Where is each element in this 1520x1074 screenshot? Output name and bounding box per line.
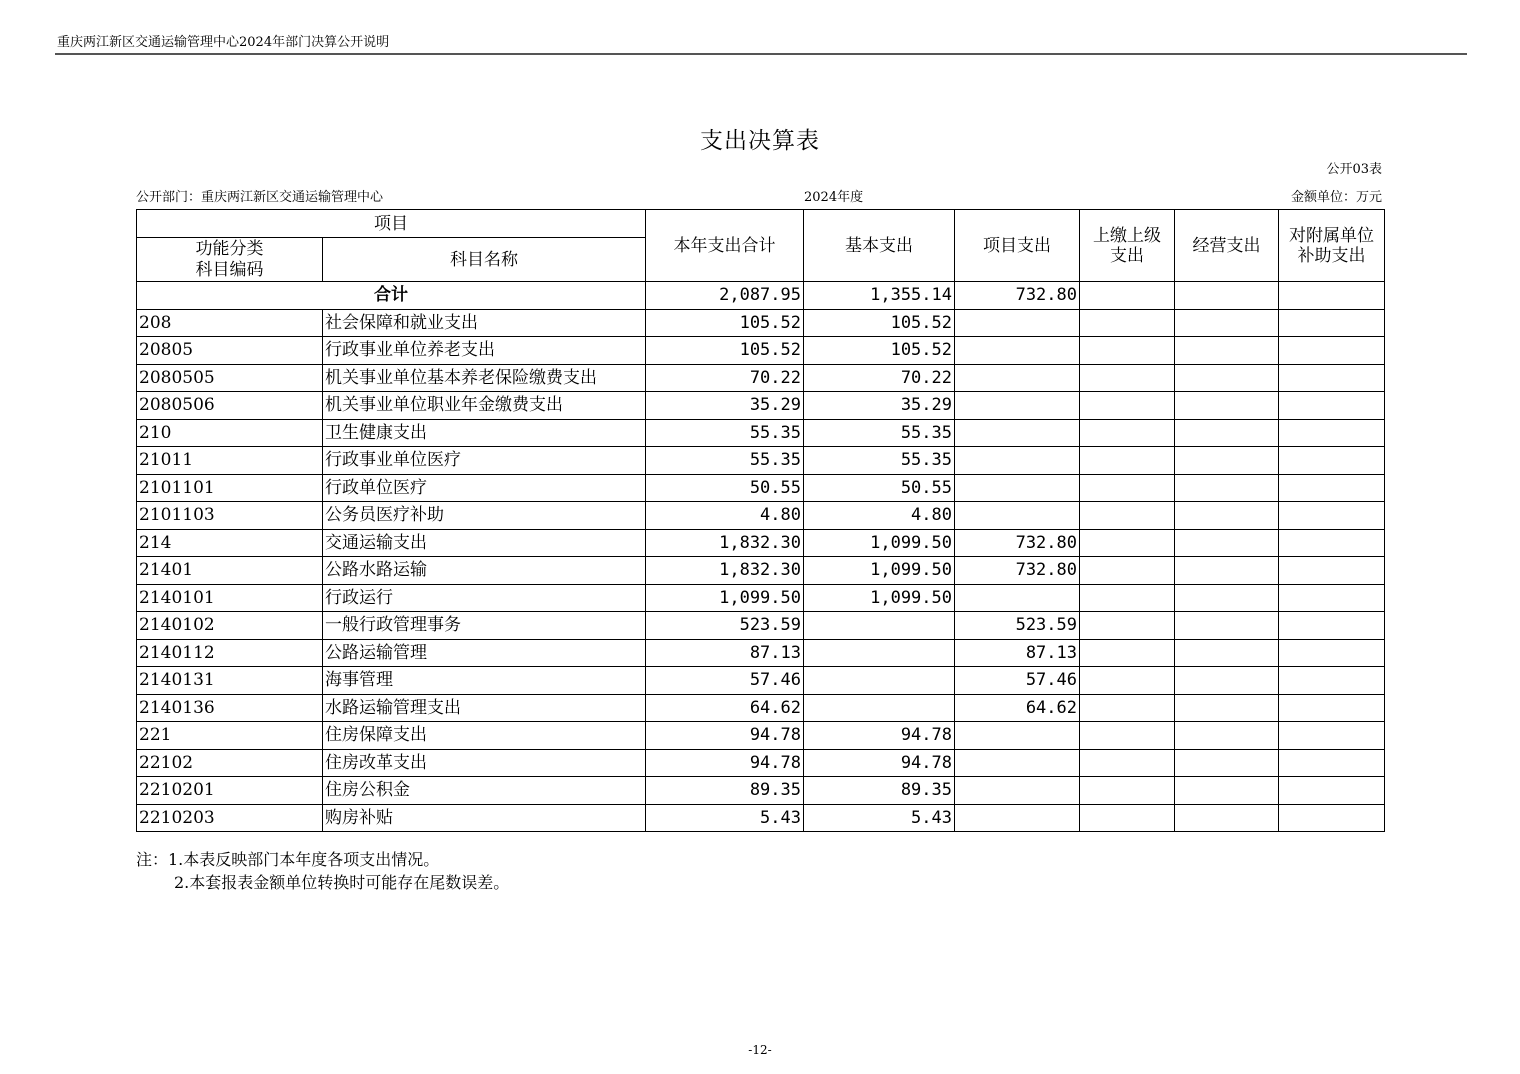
total-upper	[1080, 282, 1175, 310]
table-row	[137, 557, 1385, 585]
subsidy-cell	[1279, 639, 1385, 667]
subsidy-cell	[1279, 419, 1385, 447]
upper-cell	[1080, 364, 1175, 392]
code-cell: 208	[137, 309, 323, 337]
department-label: 公开部门：重庆两江新区交通运输管理中心	[136, 190, 384, 205]
name-cell: 海事管理	[323, 667, 646, 695]
business-cell	[1175, 804, 1279, 832]
total-cell: 94.78	[646, 722, 804, 750]
table-row	[137, 722, 1385, 750]
code-cell: 22102	[137, 749, 323, 777]
business-cell	[1175, 447, 1279, 475]
total-cell: 4.80	[646, 502, 804, 530]
name-cell: 一般行政管理事务	[323, 612, 646, 640]
project-cell: 57.46	[955, 667, 1080, 695]
basic-cell	[804, 694, 955, 722]
currency-unit-label: 金额单位：万元	[1290, 190, 1382, 205]
total-cell: 64.62	[646, 694, 804, 722]
code-cell: 2080506	[137, 392, 323, 420]
project-cell	[955, 419, 1080, 447]
project-cell: 64.62	[955, 694, 1080, 722]
header-business: 经营支出	[1175, 210, 1279, 282]
total-cell: 89.35	[646, 777, 804, 805]
code-cell: 21401	[137, 557, 323, 585]
upper-cell	[1080, 722, 1175, 750]
total-row	[137, 282, 1385, 310]
total-cell: 1,099.50	[646, 584, 804, 612]
name-cell: 卫生健康支出	[323, 419, 646, 447]
business-cell	[1175, 309, 1279, 337]
subsidy-cell	[1279, 584, 1385, 612]
name-cell: 行政运行	[323, 584, 646, 612]
business-cell	[1175, 392, 1279, 420]
subsidy-cell	[1279, 447, 1385, 475]
basic-cell: 1,099.50	[804, 529, 955, 557]
total-project: 732.80	[955, 282, 1080, 310]
project-cell	[955, 309, 1080, 337]
header-divider	[55, 53, 1467, 55]
code-cell: 2140131	[137, 667, 323, 695]
upper-cell	[1080, 694, 1175, 722]
form-code: 公开03表	[1326, 162, 1382, 177]
code-cell: 2140136	[137, 694, 323, 722]
name-cell: 公路运输管理	[323, 639, 646, 667]
table-row	[137, 392, 1385, 420]
name-cell: 水路运输管理支出	[323, 694, 646, 722]
name-cell: 住房改革支出	[323, 749, 646, 777]
upper-cell	[1080, 639, 1175, 667]
header-code: 功能分类 科目编码	[137, 238, 323, 282]
header-upper-remit: 上缴上级 支出	[1080, 210, 1175, 282]
subsidy-cell	[1279, 667, 1385, 695]
note-2: 2.本套报表金额单位转换时可能存在尾数误差。	[174, 873, 510, 892]
header-subsidy: 对附属单位 补助支出	[1279, 210, 1385, 282]
total-cell: 35.29	[646, 392, 804, 420]
project-cell	[955, 502, 1080, 530]
total-cell: 50.55	[646, 474, 804, 502]
basic-cell: 89.35	[804, 777, 955, 805]
project-cell	[955, 447, 1080, 475]
name-cell: 社会保障和就业支出	[323, 309, 646, 337]
upper-cell	[1080, 749, 1175, 777]
subsidy-cell	[1279, 612, 1385, 640]
project-cell	[955, 337, 1080, 365]
upper-cell	[1080, 419, 1175, 447]
header-name: 科目名称	[323, 238, 646, 282]
basic-cell: 35.29	[804, 392, 955, 420]
upper-cell	[1080, 309, 1175, 337]
header-project-expense: 项目支出	[955, 210, 1080, 282]
total-basic: 1,355.14	[804, 282, 955, 310]
upper-cell	[1080, 777, 1175, 805]
subsidy-cell	[1279, 474, 1385, 502]
header-project: 项目	[137, 210, 646, 238]
total-cell: 87.13	[646, 639, 804, 667]
basic-cell: 50.55	[804, 474, 955, 502]
business-cell	[1175, 749, 1279, 777]
table-row	[137, 584, 1385, 612]
code-cell: 2080505	[137, 364, 323, 392]
code-cell: 2140112	[137, 639, 323, 667]
project-cell	[955, 749, 1080, 777]
basic-cell: 70.22	[804, 364, 955, 392]
running-header: 重庆两江新区交通运输管理中心2024年部门决算公开说明	[57, 35, 390, 50]
note-1: 注：1.本表反映部门本年度各项支出情况。	[136, 850, 440, 869]
name-cell: 行政单位医疗	[323, 474, 646, 502]
code-cell: 221	[137, 722, 323, 750]
basic-cell: 1,099.50	[804, 584, 955, 612]
code-cell: 21011	[137, 447, 323, 475]
code-cell: 2140101	[137, 584, 323, 612]
table-notes	[136, 848, 509, 894]
total-cell: 523.59	[646, 612, 804, 640]
table-row	[137, 777, 1385, 805]
total-cell: 5.43	[646, 804, 804, 832]
name-cell: 机关事业单位职业年金缴费支出	[323, 392, 646, 420]
upper-cell	[1080, 557, 1175, 585]
subsidy-cell	[1279, 309, 1385, 337]
total-cell: 57.46	[646, 667, 804, 695]
table-row	[137, 749, 1385, 777]
expenditure-table	[136, 209, 1385, 832]
total-cell: 55.35	[646, 419, 804, 447]
table-row	[137, 447, 1385, 475]
name-cell: 行政事业单位医疗	[323, 447, 646, 475]
upper-cell	[1080, 804, 1175, 832]
upper-cell	[1080, 667, 1175, 695]
business-cell	[1175, 722, 1279, 750]
project-cell	[955, 474, 1080, 502]
header-basic: 基本支出	[804, 210, 955, 282]
total-label: 合计	[137, 282, 646, 310]
basic-cell: 105.52	[804, 337, 955, 365]
business-cell	[1175, 639, 1279, 667]
subsidy-cell	[1279, 392, 1385, 420]
total-cell: 70.22	[646, 364, 804, 392]
subsidy-cell	[1279, 694, 1385, 722]
name-cell: 交通运输支出	[323, 529, 646, 557]
total-business	[1175, 282, 1279, 310]
table-row	[137, 804, 1385, 832]
table-row	[137, 364, 1385, 392]
basic-cell	[804, 612, 955, 640]
code-cell: 2140102	[137, 612, 323, 640]
total-cell: 94.78	[646, 749, 804, 777]
basic-cell: 94.78	[804, 749, 955, 777]
project-cell	[955, 584, 1080, 612]
total-cell: 105.52	[646, 337, 804, 365]
page-title: 支出决算表	[700, 128, 820, 154]
project-cell: 732.80	[955, 557, 1080, 585]
code-cell: 214	[137, 529, 323, 557]
header-total: 本年支出合计	[646, 210, 804, 282]
business-cell	[1175, 694, 1279, 722]
total-cell: 105.52	[646, 309, 804, 337]
project-cell: 87.13	[955, 639, 1080, 667]
name-cell: 机关事业单位基本养老保险缴费支出	[323, 364, 646, 392]
project-cell	[955, 392, 1080, 420]
table-row	[137, 639, 1385, 667]
upper-cell	[1080, 392, 1175, 420]
basic-cell: 1,099.50	[804, 557, 955, 585]
table-row	[137, 612, 1385, 640]
name-cell: 购房补贴	[323, 804, 646, 832]
name-cell: 公务员医疗补助	[323, 502, 646, 530]
upper-cell	[1080, 529, 1175, 557]
business-cell	[1175, 474, 1279, 502]
table-row	[137, 337, 1385, 365]
business-cell	[1175, 364, 1279, 392]
basic-cell: 94.78	[804, 722, 955, 750]
basic-cell: 105.52	[804, 309, 955, 337]
code-cell: 20805	[137, 337, 323, 365]
table-row	[137, 694, 1385, 722]
subsidy-cell	[1279, 364, 1385, 392]
table-meta	[136, 186, 1384, 206]
table-row	[137, 502, 1385, 530]
business-cell	[1175, 419, 1279, 447]
project-cell	[955, 804, 1080, 832]
total-cell: 1,832.30	[646, 557, 804, 585]
business-cell	[1175, 777, 1279, 805]
subsidy-cell	[1279, 777, 1385, 805]
basic-cell	[804, 667, 955, 695]
total-cell: 1,832.30	[646, 529, 804, 557]
name-cell: 住房公积金	[323, 777, 646, 805]
table-row	[137, 419, 1385, 447]
subsidy-cell	[1279, 337, 1385, 365]
upper-cell	[1080, 612, 1175, 640]
table-row	[137, 667, 1385, 695]
project-cell: 523.59	[955, 612, 1080, 640]
name-cell: 行政事业单位养老支出	[323, 337, 646, 365]
project-cell	[955, 777, 1080, 805]
code-cell: 2101101	[137, 474, 323, 502]
table-row	[137, 309, 1385, 337]
upper-cell	[1080, 447, 1175, 475]
page-number: -12-	[748, 1043, 772, 1057]
name-cell: 住房保障支出	[323, 722, 646, 750]
project-cell	[955, 722, 1080, 750]
subsidy-cell	[1279, 529, 1385, 557]
basic-cell: 5.43	[804, 804, 955, 832]
subsidy-cell	[1279, 502, 1385, 530]
total-subsidy	[1279, 282, 1385, 310]
upper-cell	[1080, 337, 1175, 365]
subsidy-cell	[1279, 749, 1385, 777]
upper-cell	[1080, 584, 1175, 612]
total-cell: 55.35	[646, 447, 804, 475]
subsidy-cell	[1279, 804, 1385, 832]
name-cell: 公路水路运输	[323, 557, 646, 585]
business-cell	[1175, 337, 1279, 365]
total-amount: 2,087.95	[646, 282, 804, 310]
business-cell	[1175, 529, 1279, 557]
business-cell	[1175, 612, 1279, 640]
basic-cell: 55.35	[804, 419, 955, 447]
code-cell: 210	[137, 419, 323, 447]
table-row	[137, 474, 1385, 502]
fiscal-year-label: 2024年度	[804, 190, 864, 205]
basic-cell: 4.80	[804, 502, 955, 530]
code-cell: 2101103	[137, 502, 323, 530]
table-row	[137, 529, 1385, 557]
business-cell	[1175, 557, 1279, 585]
subsidy-cell	[1279, 557, 1385, 585]
code-cell: 2210201	[137, 777, 323, 805]
business-cell	[1175, 584, 1279, 612]
project-cell	[955, 364, 1080, 392]
upper-cell	[1080, 502, 1175, 530]
code-cell: 2210203	[137, 804, 323, 832]
business-cell	[1175, 502, 1279, 530]
project-cell: 732.80	[955, 529, 1080, 557]
subsidy-cell	[1279, 722, 1385, 750]
basic-cell	[804, 639, 955, 667]
upper-cell	[1080, 474, 1175, 502]
basic-cell: 55.35	[804, 447, 955, 475]
business-cell	[1175, 667, 1279, 695]
